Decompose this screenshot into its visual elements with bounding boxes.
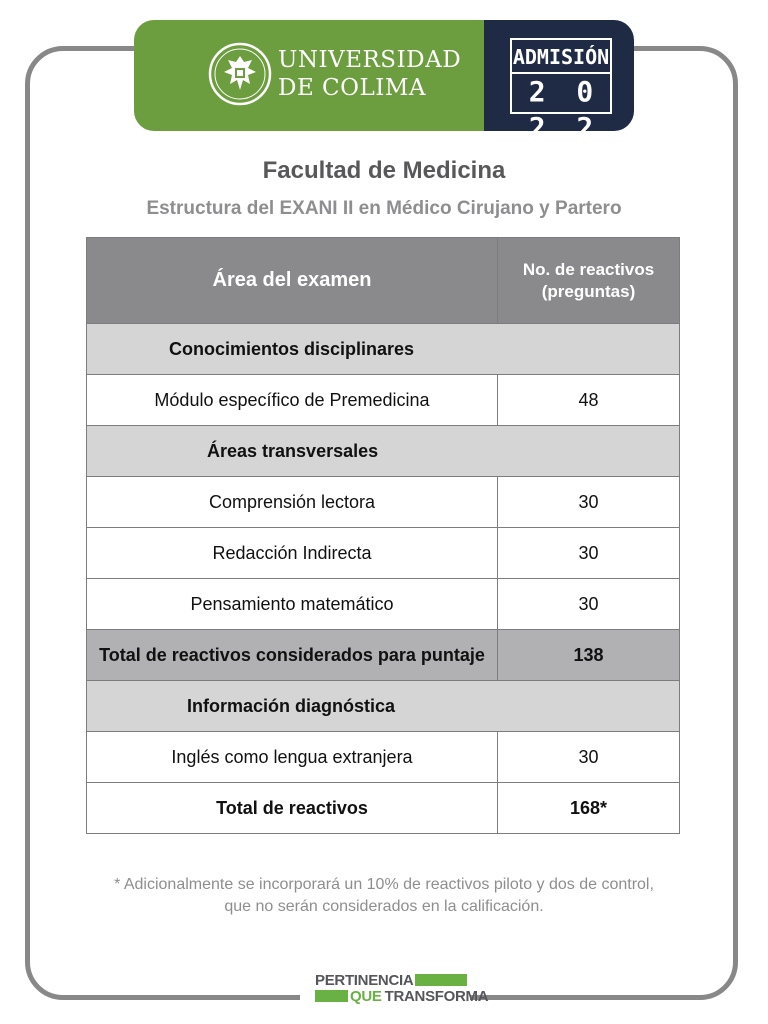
total-value: 168* [498,783,680,834]
table-row-category [87,426,680,477]
university-name-line2: DE COLIMA [278,75,427,101]
admission-year: 2 0 2 2 [528,75,601,144]
page-title: Facultad de Medicina [262,157,506,184]
row-label: Redacción Indirecta [87,528,498,579]
footnote-line1: * Adicionalmente se incorporará un 10% de reactivos piloto y dos de control, [114,876,654,893]
category-label: Información diagnóstica [87,681,680,732]
footnote-line2: que no serán considerados en la calificación. [224,898,544,915]
table-header-row [87,238,680,324]
university-name [278,46,461,102]
admission-badge [510,38,612,144]
slogan-logo [315,972,488,1004]
row-value: 30 [498,477,680,528]
table-row [87,579,680,630]
row-value: 30 [498,732,680,783]
table-row [87,477,680,528]
category-label: Áreas transversales [87,426,680,477]
table-row-total [87,783,680,834]
subtotal-label: Total de reactivos considerados para puntaje [87,630,498,681]
university-name-line1: UNIVERSIDAD [278,47,462,73]
header-area: Área del examen [87,238,498,324]
page-subtitle: Estructura del EXANI II en Médico Cirujano y Partero [146,198,622,219]
row-value: 30 [498,579,680,630]
table-row-category [87,681,680,732]
header-count [498,238,680,324]
row-label: Módulo específico de Premedicina [87,375,498,426]
row-label: Pensamiento matemático [87,579,498,630]
slogan-line1: PERTINENCIA [315,971,414,989]
footnote [0,874,768,918]
row-value: 30 [498,528,680,579]
table-row-subtotal [87,630,680,681]
slogan-line2: TRANSFORMA [384,987,489,1005]
row-label: Comprensión lectora [87,477,498,528]
university-seal-icon [208,42,272,106]
slogan-que: QUE [350,987,382,1005]
row-label: Inglés como lengua extranjera [87,732,498,783]
slogan-bar-top [415,974,467,986]
slogan-bar-bottom [315,990,348,1002]
row-value: 48 [498,375,680,426]
table-row [87,528,680,579]
header-count-line2: (preguntas) [541,281,636,301]
admission-word: ADMISIÓN [512,45,610,69]
table-row [87,375,680,426]
exam-structure-table [86,237,680,834]
table-row [87,732,680,783]
total-label: Total de reactivos [87,783,498,834]
category-label: Conocimientos disciplinares [87,324,680,375]
subtotal-value: 138 [498,630,680,681]
table-row-category [87,324,680,375]
header-count-line1: No. de reactivos [522,259,655,279]
